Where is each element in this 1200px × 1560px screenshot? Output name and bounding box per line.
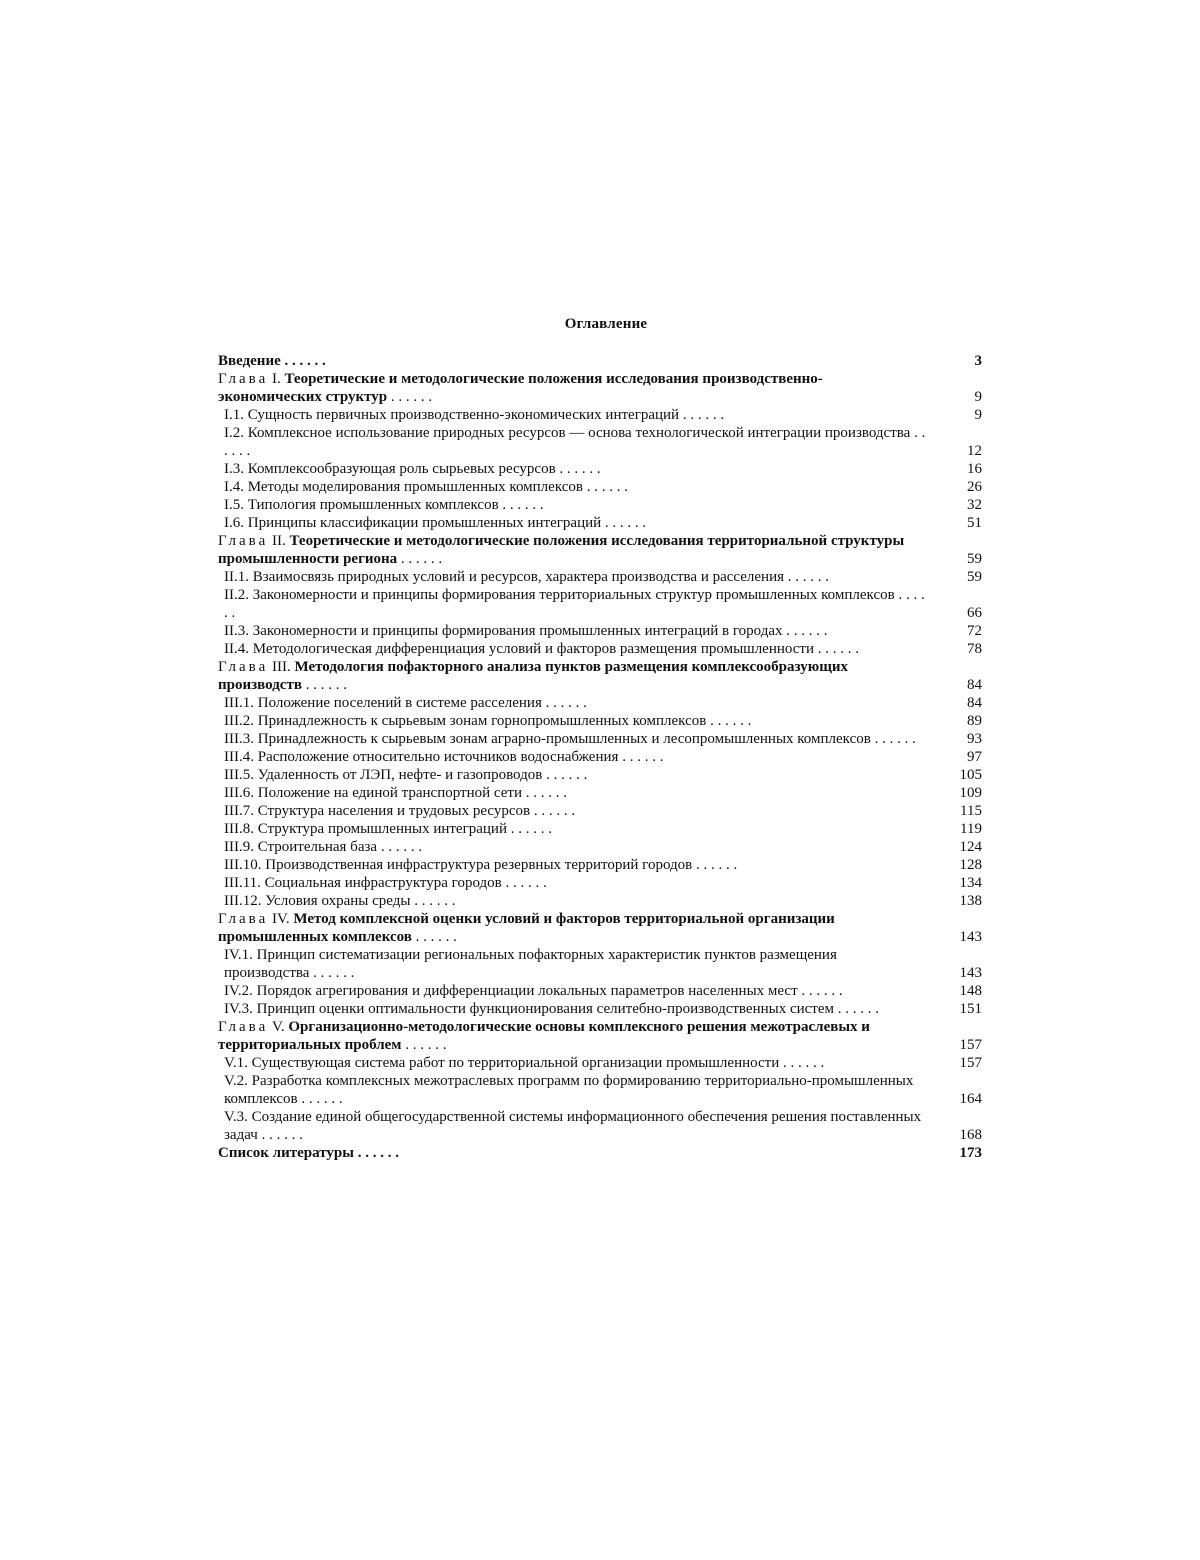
leader-dots: . . . . . .: [542, 767, 588, 783]
leader-dots: . . . . . .: [224, 587, 925, 621]
toc-section-entry: [218, 460, 982, 478]
toc-section-entry: [218, 1054, 982, 1072]
leader-dots: . . . . . .: [377, 839, 423, 855]
section-title: III.11. Социальная инфраструктура городов: [224, 875, 502, 891]
chapter-title: Методология пофакторного анализа пунктов размещения комплексообразующих производств: [218, 659, 849, 693]
leader-dots: . . . . . .: [706, 713, 752, 729]
toc-entry-text: [218, 946, 926, 982]
toc-page-number: 151: [959, 1001, 982, 1017]
chapter-label: Глава: [218, 1019, 269, 1035]
toc-section-entry: [218, 1072, 982, 1108]
toc-chapter-entry: [218, 658, 982, 694]
leader-dots: . . . . . .: [797, 983, 843, 999]
toc-entry-text: [218, 910, 926, 946]
leader-dots: . . . . . .: [870, 731, 916, 747]
toc-page-number: 134: [959, 875, 982, 891]
leader-dots: . . . . . .: [779, 1055, 825, 1071]
section-title: III.3. Принадлежность к сырьевым зонам аграрно-промышленных и лесопромышленных комплексов: [224, 731, 871, 747]
toc-section-entry: [218, 730, 982, 748]
toc-section-entry: [218, 478, 982, 496]
toc-page-number: 84: [967, 677, 982, 693]
toc-page-number: 66: [967, 605, 982, 621]
toc-entry-text: [218, 568, 926, 586]
toc-page-number: 9: [974, 389, 982, 405]
toc-entry-text: [218, 460, 926, 478]
toc-entry-text: [218, 496, 926, 514]
leader-dots: . . . . . .: [679, 407, 725, 423]
leader-dots: . . . . . .: [541, 695, 587, 711]
toc-page-number: 148: [959, 983, 982, 999]
leader-dots: . . . . . .: [397, 551, 443, 567]
section-title: II.1. Взаимосвязь природных условий и ресурсов, характера производства и расселения: [224, 569, 785, 585]
toc-section-entry: [218, 946, 982, 982]
section-title: I.3. Комплексообразующая роль сырьевых ресурсов: [224, 461, 556, 477]
toc-page-number: 124: [959, 839, 982, 855]
section-title: III.1. Положение поселений в системе расселения: [224, 695, 542, 711]
toc-chapter-entry: [218, 910, 982, 946]
toc-entry-text: [218, 838, 926, 856]
section-title: III.6. Положение на единой транспортной сети: [224, 785, 522, 801]
leader-dots: . . . . . .: [601, 515, 647, 531]
toc-page-number: 168: [959, 1127, 982, 1143]
toc-page-number: 173: [959, 1145, 982, 1161]
toc-page-number: 12: [967, 443, 982, 459]
toc-entry-text: [218, 856, 926, 874]
toc-page-number: 72: [967, 623, 982, 639]
toc-entry-text: [218, 406, 926, 424]
toc-entry-text: [218, 640, 926, 658]
leader-dots: . . . . . .: [507, 821, 552, 837]
toc-entry-text: [218, 478, 926, 496]
toc-page-number: 78: [967, 641, 982, 657]
toc-entry-text: [218, 532, 926, 568]
chapter-number: III.: [271, 659, 291, 675]
toc-entry-text: [218, 892, 926, 910]
toc-page-number: 157: [959, 1037, 982, 1053]
leader-dots: . . . . . .: [834, 1001, 879, 1017]
leader-dots: . . . . . .: [401, 1037, 447, 1053]
section-title: V.2. Разработка комплексных межотраслевых программ по формированию территориально-промышленных комплексов: [224, 1073, 914, 1107]
chapter-title: Теоретические и методологические положения исследования территориальной структуры промышленности региона: [218, 533, 905, 567]
chapter-label: Глава: [218, 533, 269, 549]
toc-entry-text: [218, 694, 926, 712]
toc-section-entry: [218, 586, 982, 622]
toc-section-entry: [218, 622, 982, 640]
chapter-number: IV.: [271, 911, 290, 927]
section-title: V.3. Создание единой общегосударственной системы информационного обеспечения решения поставленных задач: [224, 1109, 922, 1143]
toc-chapter-entry: [218, 370, 982, 406]
toc-page-number: 84: [967, 695, 982, 711]
toc-section-entry: [218, 1108, 982, 1144]
toc-section-entry: [218, 784, 982, 802]
toc-page-number: 26: [967, 479, 982, 495]
toc-entry-text: [218, 712, 926, 730]
section-title: I.4. Методы моделирования промышленных комплексов: [224, 479, 583, 495]
leader-dots: . . . . . .: [582, 479, 628, 495]
toc-section-entry: [218, 874, 982, 892]
leader-dots: . . . . . .: [280, 353, 326, 369]
leader-dots: . . . . . .: [501, 875, 547, 891]
toc-section-entry: [218, 838, 982, 856]
chapter-title: Метод комплексной оценки условий и факторов территориальной организации промышленных комплексов: [218, 911, 835, 945]
section-title: III.12. Условия охраны среды: [224, 893, 411, 909]
toc-section-entry: [218, 820, 982, 838]
top-entry-title: Введение: [218, 353, 281, 369]
section-title: V.1. Существующая система работ по территориальной организации промышленности: [224, 1055, 780, 1071]
leader-dots: . . . . . .: [353, 1145, 399, 1161]
section-title: II.4. Методологическая дифференциация условий и факторов размещения промышленности: [224, 641, 815, 657]
toc-section-entry: [218, 496, 982, 514]
leader-dots: . . . . . .: [257, 1127, 303, 1143]
toc-entry-text: [218, 784, 926, 802]
toc-section-entry: [218, 640, 982, 658]
toc-section-entry: [218, 1000, 982, 1018]
toc-entry-text: [218, 766, 926, 784]
toc-section-entry: [218, 568, 982, 586]
section-title: IV.1. Принцип систематизации региональных пофакторных характеристик пунктов размещения производства: [224, 947, 837, 981]
leader-dots: . . . . . .: [410, 893, 456, 909]
section-title: III.8. Структура промышленных интеграций: [224, 821, 507, 837]
toc-entry-text: [218, 802, 926, 820]
toc-page-number: 115: [960, 803, 982, 819]
leader-dots: . . . . . .: [411, 929, 457, 945]
toc-entry-text: [218, 352, 926, 370]
section-title: I.2. Комплексное использование природных ресурсов — основа технологической интеграции производства: [224, 425, 911, 441]
leader-dots: . . . . . .: [224, 425, 926, 459]
toc-entry-text: [218, 730, 926, 748]
leader-dots: . . . . . .: [555, 461, 601, 477]
leader-dots: . . . . . .: [297, 1091, 343, 1107]
toc-page-number: 59: [967, 551, 982, 567]
section-title: III.9. Строительная база: [224, 839, 378, 855]
section-title: III.4. Расположение относительно источников водоснабжения: [224, 749, 619, 765]
toc-page-number: 119: [960, 821, 982, 837]
chapter-number: I.: [271, 371, 281, 387]
section-title: III.2. Принадлежность к сырьевым зонам горнопромышленных комплексов: [224, 713, 707, 729]
toc-entry-text: [218, 622, 926, 640]
leader-dots: . . . . . .: [309, 965, 355, 981]
leader-dots: . . . . . .: [618, 749, 664, 765]
toc-page-number: 109: [959, 785, 982, 801]
toc-chapter-entry: [218, 532, 982, 568]
toc-section-entry: [218, 514, 982, 532]
leader-dots: . . . . . .: [498, 497, 544, 513]
section-title: III.5. Удаленность от ЛЭП, нефте- и газопроводов: [224, 767, 543, 783]
toc-entry-text: [218, 1144, 926, 1162]
toc-section-entry: [218, 712, 982, 730]
toc-entry-text: [218, 820, 926, 838]
toc-page-number: 157: [959, 1055, 982, 1071]
table-of-contents: [218, 352, 982, 1162]
toc-page-number: 16: [967, 461, 982, 477]
toc-entry-text: [218, 1000, 926, 1018]
section-title: IV.2. Порядок агрегирования и дифференциации локальных параметров населенных мест: [224, 983, 798, 999]
toc-entry-text: [218, 1072, 926, 1108]
toc-entry-text: [218, 748, 926, 766]
page-title: Оглавление: [564, 316, 648, 332]
toc-section-entry: [218, 766, 982, 784]
toc-page-number: 97: [967, 749, 982, 765]
chapter-label: Глава: [218, 911, 269, 927]
toc-entry-text: [218, 1018, 926, 1054]
chapter-title: Организационно-методологические основы комплексного решения межотраслевых и территориальных проблем: [218, 1019, 870, 1053]
chapter-title: Теоретические и методологические положения исследования производственно-экономических структур: [218, 371, 823, 405]
toc-page-number: 89: [967, 713, 982, 729]
section-title: II.3. Закономерности и принципы формирования промышленных интеграций в городах: [224, 623, 783, 639]
toc-chapter-entry: [218, 1018, 982, 1054]
leader-dots: . . . . . .: [301, 677, 347, 693]
leader-dots: . . . . . .: [387, 389, 433, 405]
section-title: I.1. Сущность первичных производственно-экономических интеграций: [224, 407, 680, 423]
toc-section-entry: [218, 748, 982, 766]
toc-page-number: 51: [967, 515, 982, 531]
toc-page-number: 138: [959, 893, 982, 909]
toc-section-entry: [218, 892, 982, 910]
toc-page-number: 143: [959, 965, 982, 981]
toc-page-number: 128: [959, 857, 982, 873]
toc-top-entry: [218, 352, 982, 370]
toc-section-entry: [218, 694, 982, 712]
toc-page-number: 32: [967, 497, 982, 513]
section-title: IV.3. Принцип оценки оптимальности функционирования селитебно-производственных систем: [224, 1001, 834, 1017]
chapter-label: Глава: [218, 659, 269, 675]
toc-page-number: 9: [974, 407, 982, 423]
leader-dots: . . . . . .: [784, 569, 830, 585]
toc-page-number: 164: [959, 1091, 982, 1107]
toc-section-entry: [218, 424, 982, 460]
toc-section-entry: [218, 856, 982, 874]
chapter-number: V.: [271, 1019, 285, 1035]
toc-entry-text: [218, 1108, 926, 1144]
toc-entry-text: [218, 658, 926, 694]
toc-entry-text: [218, 874, 926, 892]
toc-section-entry: [218, 982, 982, 1000]
section-title: III.7. Структура населения и трудовых ресурсов: [224, 803, 531, 819]
leader-dots: . . . . . .: [782, 623, 828, 639]
top-entry-title: Список литературы: [218, 1145, 354, 1161]
section-title: I.6. Принципы классификации промышленных интеграций: [224, 515, 602, 531]
toc-page-number: 93: [967, 731, 982, 747]
leader-dots: . . . . . .: [530, 803, 576, 819]
toc-top-entry: [218, 1144, 982, 1162]
leader-dots: . . . . . .: [814, 641, 860, 657]
toc-entry-text: [218, 982, 926, 1000]
toc-section-entry: [218, 802, 982, 820]
chapter-number: II.: [271, 533, 286, 549]
toc-page-number: 3: [974, 353, 982, 369]
section-title: III.10. Производственная инфраструктура резервных территорий городов: [224, 857, 693, 873]
toc-entry-text: [218, 1054, 926, 1072]
chapter-label: Глава: [218, 371, 269, 387]
toc-page-number: 143: [959, 929, 982, 945]
toc-entry-text: [218, 514, 926, 532]
toc-section-entry: [218, 406, 982, 424]
leader-dots: . . . . . .: [521, 785, 567, 801]
toc-page-number: 59: [967, 569, 982, 585]
toc-entry-text: [218, 586, 926, 622]
toc-entry-text: [218, 424, 926, 460]
leader-dots: . . . . . .: [692, 857, 738, 873]
toc-entry-text: [218, 370, 926, 406]
section-title: I.5. Типология промышленных комплексов: [224, 497, 499, 513]
toc-page-number: 105: [959, 767, 982, 783]
section-title: II.2. Закономерности и принципы формирования территориальных структур промышленных комплексов: [224, 587, 895, 603]
